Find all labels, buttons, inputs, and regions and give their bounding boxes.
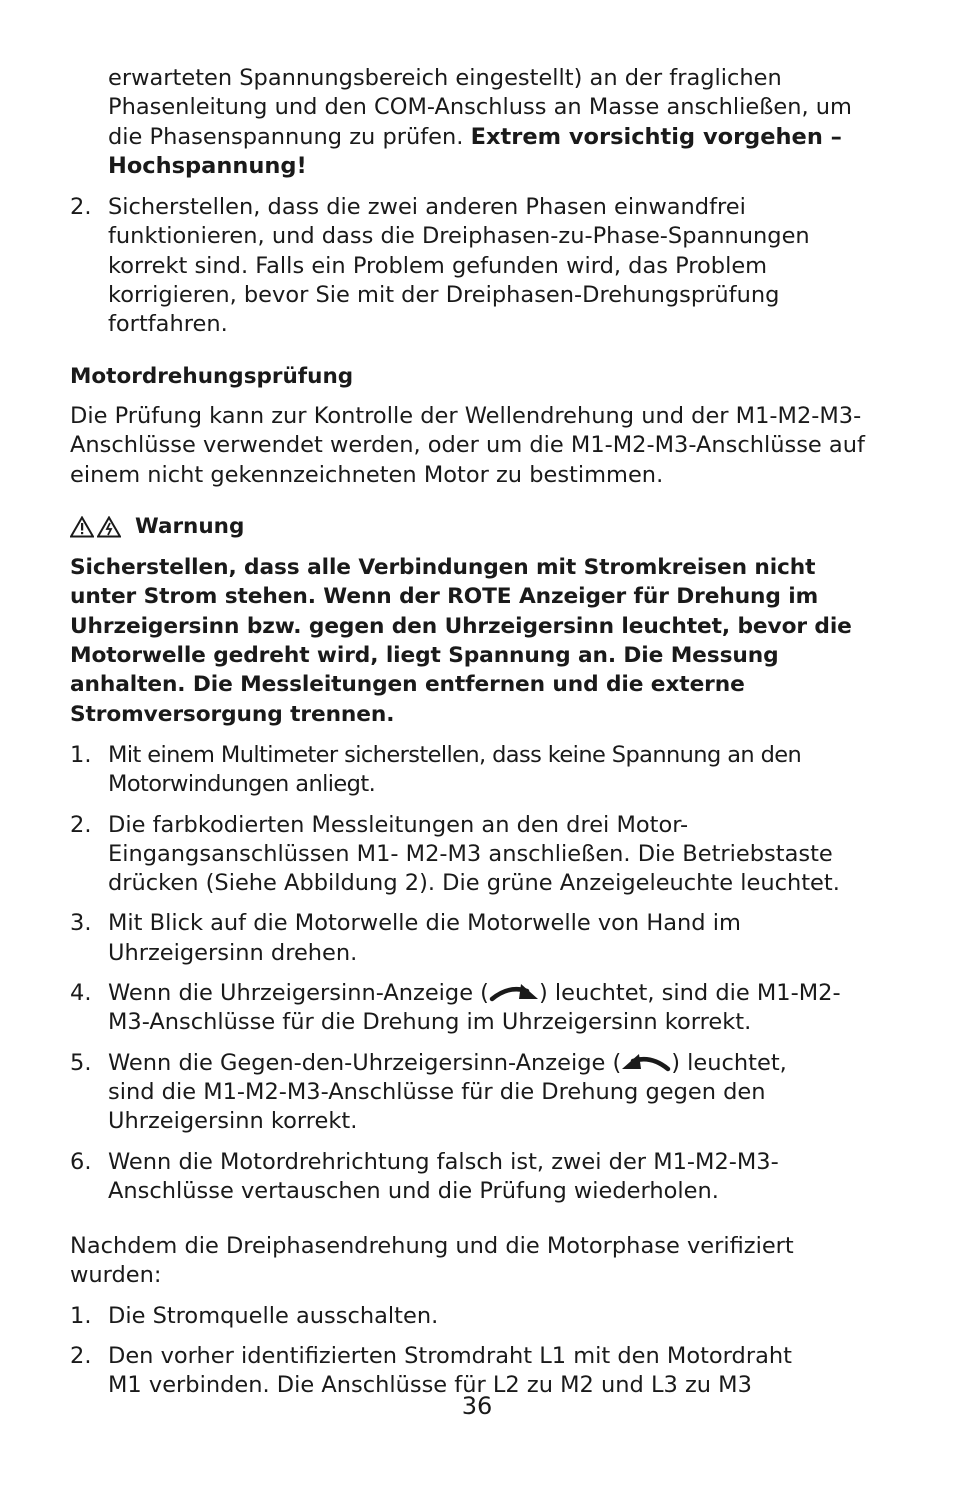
- warning-header: [70, 512, 880, 541]
- intro-text: erwarteten Spannungsbereich eingestellt) an der fraglichen Phasenleitung und den COM-Anschluss an Masse anschließen, um die Phasenspannung zu prüfen.: [108, 65, 852, 150]
- list-item: [70, 1148, 880, 1207]
- list-phase-check: [70, 193, 880, 339]
- list-text: Wenn die Motordrehrichtung falsch ist, zwei der M1-M2-M3-Anschlüsse vertauschen und die Prüfung wiederholen.: [108, 1148, 779, 1204]
- after-steps: [70, 1302, 880, 1401]
- intro-warning-bold: Extrem vorsichtig vorgehen – Hochspannung!: [108, 123, 842, 179]
- list-item: [70, 811, 880, 899]
- list-item: [70, 193, 840, 339]
- list-item: [70, 1302, 880, 1331]
- list-text: [108, 1049, 880, 1137]
- section-paragraph: Die Prüfung kann zur Kontrolle der Wellendrehung und der M1-M2-M3-Anschlüsse verwendet werden, oder um die M1-M2-M3-Anschlüsse auf einem nicht gekennzeichneten Motor zu bestimmen.: [70, 402, 865, 488]
- list-number: 2.: [70, 194, 92, 221]
- step-text-before: Wenn die Uhrzeigersinn-Anzeige (: [108, 980, 489, 1007]
- high-voltage-triangle-icon: [97, 516, 121, 538]
- list-number: 5.: [70, 1049, 92, 1076]
- list-item: [70, 979, 880, 1038]
- caution-triangle-icon: [70, 516, 94, 538]
- warning-text: Sicherstellen, dass alle Verbindungen mit Stromkreisen nicht unter Strom stehen. Wenn der ROTE Anzeiger für Drehung im Uhrzeigersinn bzw. gegen den Uhrzeigersinn leuchtet, bevor die Motorwelle gedreht wird, liegt Spannung an. Die Messung anhalten. Die Messleitungen entfernen und die externe Stromversorgung trennen.: [70, 555, 852, 727]
- intro-paragraph: [108, 64, 880, 181]
- after-paragraph: Nachdem die Dreiphasendrehung und die Motorphase verifiziert wurden:: [70, 1233, 794, 1289]
- list-text: Den vorher identifizierten Stromdraht L1 mit den Motordraht M1 verbinden. Die Anschlüsse für L2 zu M2 und L3 zu M3: [108, 1342, 792, 1399]
- list-number: 3.: [70, 910, 92, 937]
- list-number: 4.: [70, 980, 92, 1007]
- list-text: [108, 979, 880, 1038]
- motor-test-steps: [70, 741, 880, 1206]
- list-text: Die Stromquelle ausschalten.: [108, 1302, 439, 1329]
- list-item: [70, 741, 880, 800]
- counterclockwise-arrow-icon: [621, 1052, 671, 1072]
- list-text: Die farbkodierten Messleitungen an den drei Motor-Eingangsanschlüssen M1- M2-M3 anschließen. Die Betriebstaste drücken (Siehe Abbildung 2). Die grüne Anzeigeleuchte leuchtet.: [108, 811, 840, 897]
- step-text-after: ) leuchtet, sind die M1-M2-M3-Anschlüsse für die Drehung im Uhrzeigersinn korrekt.: [108, 980, 841, 1036]
- list-number: 2.: [70, 1342, 92, 1369]
- list-number: 2.: [70, 811, 92, 838]
- step-text-before: Wenn die Gegen-den-Uhrzeigersinn-Anzeige (: [108, 1049, 622, 1076]
- warning-label: Warnung: [135, 513, 245, 539]
- step-text-after: ) leuchtet, sind die M1-M2-M3-Anschlüsse für die Drehung gegen den Uhrzeigersinn korrekt.: [108, 1049, 787, 1135]
- list-item: [70, 1049, 880, 1137]
- list-text: Sicherstellen, dass die zwei anderen Phasen einwandfrei funktionieren, und dass die Dreiphasen-zu-Phase-Spannungen korrekt sind. Falls ein Problem gefunden wird, das Problem korrigieren, bevor Sie mit der Dreiphasen-Drehungsprüfung fortfahren.: [108, 194, 810, 338]
- list-number: 1.: [70, 1302, 92, 1329]
- list-number: 6.: [70, 1148, 92, 1175]
- document-page: [70, 64, 880, 1401]
- clockwise-arrow-icon: [489, 982, 539, 1002]
- list-text: Mit einem Multimeter sicherstellen, dass keine Spannung an den Motorwindungen anliegt.: [108, 741, 802, 798]
- warning-icons: [70, 516, 121, 538]
- page-number: 36: [461, 1392, 493, 1420]
- list-number: 1.: [70, 741, 92, 768]
- list-item: [70, 909, 880, 968]
- list-text: Mit Blick auf die Motorwelle die Motorwelle von Hand im Uhrzeigersinn drehen.: [108, 910, 741, 966]
- section-heading: Motordrehungsprüfung: [70, 363, 354, 389]
